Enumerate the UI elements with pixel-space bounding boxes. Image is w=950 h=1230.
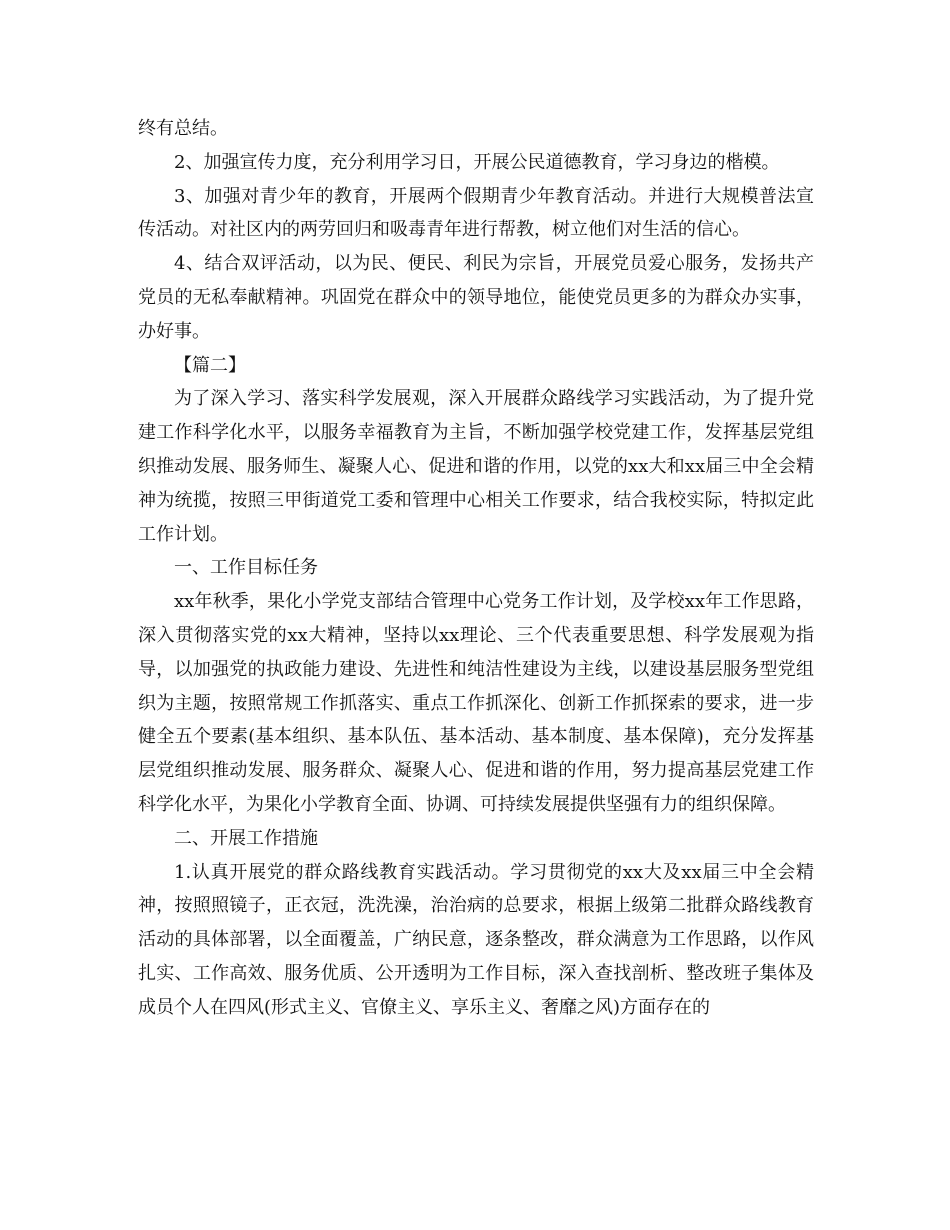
paragraph-intro: 为了深入学习、落实科学发展观，深入开展群众路线学习实践活动，为了提升党建工作科学化水平，以服务幸福教育为主旨，不断加强学校党建工作，发挥基层党组织推动发展、服务师生、凝聚人心、促进和谐的作用，以党的xx大和xx届三中全会精神为统揽，按照三甲街道党工委和管理中心相关工作要求，结合我校实际，特拟定此工作计划。 xyxy=(138,388,814,545)
section-heading-measures: 二、开展工作措施 xyxy=(174,827,318,849)
paragraph-goals: xx年秋季，果化小学党支部结合管理中心党务工作计划，及学校xx年工作思路，深入贯彻落实党的xx大精神，坚持以xx理论、三个代表重要思想、科学发展观为指导，以加强党的执政能力建设、先进性和纯洁性建设为主线，以建设基层服务型党组织为主题，按照常规工作抓落实、重点工作抓深化、创新工作抓探索的要求，进一步健全五个要素(基本组织、基本队伍、基本活动、基本制度、基本保障)，充分发挥基层党组织推动发展、服务群众、凝聚人心、促进和谐的作用，努力提高基层党建工作科学化水平，为果化小学教育全面、协调、可持续发展提供坚强有力的组织保障。 xyxy=(138,591,814,815)
section-heading-goals: 一、工作目标任务 xyxy=(174,557,318,579)
paragraph-measures-1: 1.认真开展党的群众路线教育实践活动。学习贯彻党的xx大及xx届三中全会精神，按照照镜子，正衣冠，洗洗澡，治治病的总要求，根据上级第二批群众路线教育活动的具体部署，以全面覆盖，广纳民意，逐条整改，群众满意为工作思路，以作风扎实、工作高效、服务优质、公开透明为工作目标，深入查找剖析、整改班子集体及成员个人在四风(形式主义、官僚主义、享乐主义、奢靡之风)方面存在的 xyxy=(138,861,814,1018)
paragraph-3: 3、加强对青少年的教育，开展两个假期青少年教育活动。并进行大规模普法宣传活动。对社区内的两劳回归和吸毒青年进行帮教，树立他们对生活的信心。 xyxy=(138,185,814,241)
document-body xyxy=(138,112,814,1025)
paragraph-4: 4、结合双评活动，以为民、便民、利民为宗旨，开展党员爱心服务，发扬共产党员的无私奉献精神。巩固党在群众中的领导地位，能使党员更多的为群众办实事，办好事。 xyxy=(138,253,814,342)
paragraph-2: 2、加强宣传力度，充分利用学习日，开展公民道德教育，学习身边的楷模。 xyxy=(174,151,780,173)
paragraph-1: 终有总结。 xyxy=(138,118,228,139)
section-heading-part-two: 【篇二】 xyxy=(174,354,246,376)
